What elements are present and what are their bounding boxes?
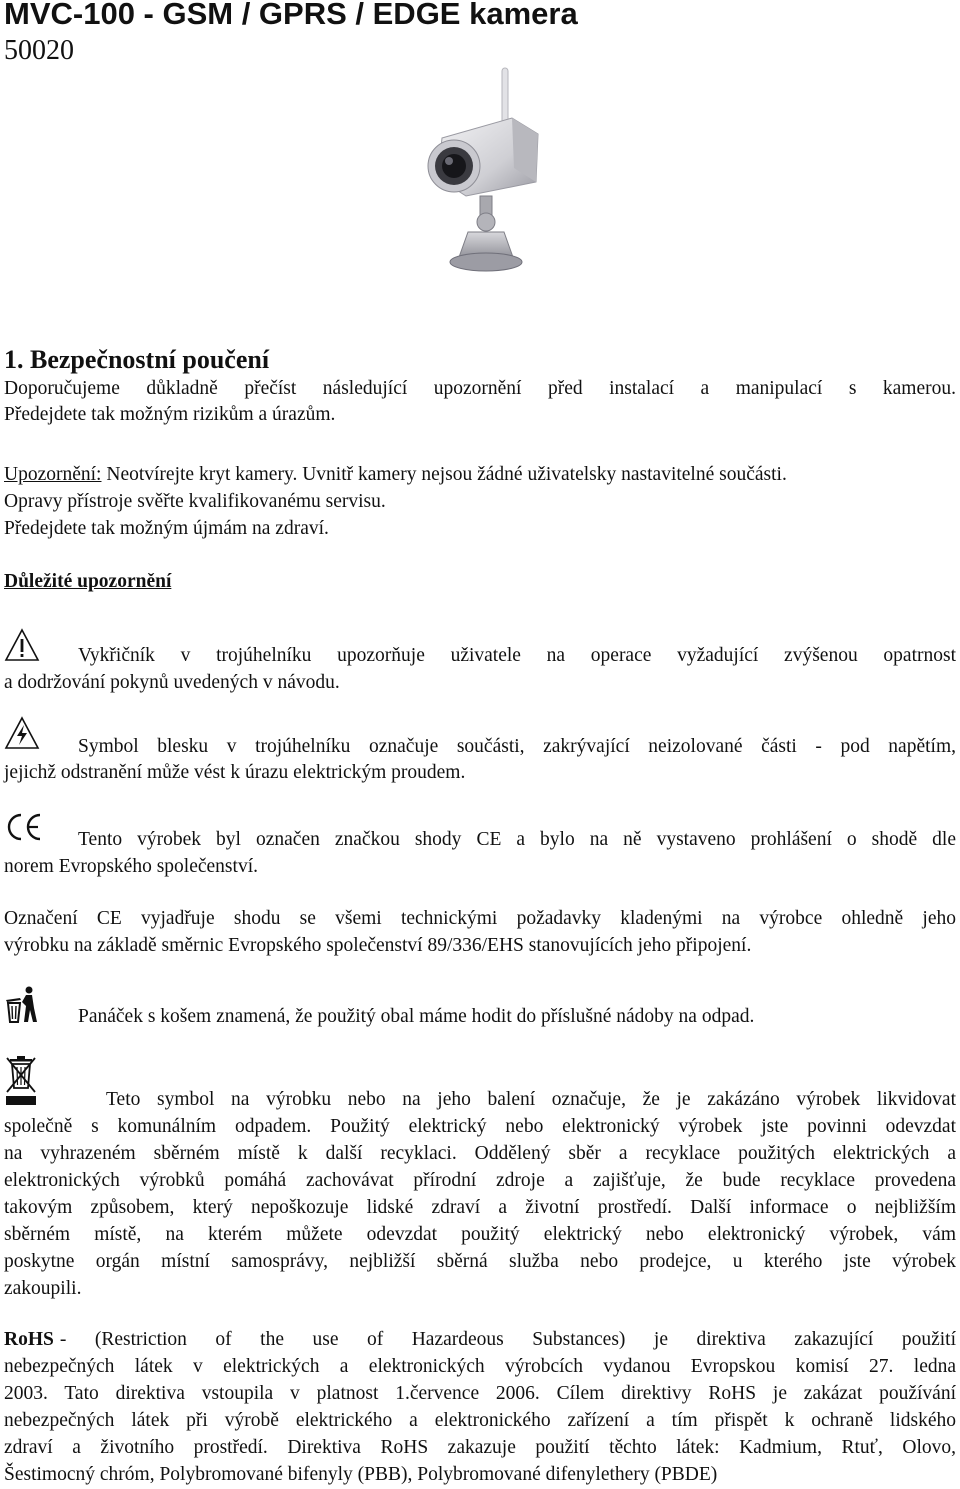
bin-person-text: Panáček s košem znamená, že použitý obal máme hodit do příslušné nádoby na odpad. — [78, 1006, 755, 1027]
product-code: 50020 — [4, 35, 74, 66]
crossed-bin-icon — [4, 1054, 38, 1110]
warning-line: Opravy přístroje svěřte kvalifikovanému servisu. — [4, 491, 386, 512]
weee-line: takovým způsobem, který nepoškozuje lidské zdraví a životní prostředí. Další informace o nejbližším — [4, 1197, 956, 1218]
ce-mark-icon — [4, 812, 44, 842]
warning-label: Upozornění: — [4, 464, 102, 485]
intro-line: Předejdete tak možným rizikům a úrazům. — [4, 404, 336, 425]
section-heading: 1. Bezpečnostní poučení — [4, 345, 270, 374]
weee-line: elektronických výrobků pomáhá zachovávat přírodní zdroje a zajišťuje, že bude recyklace provedena — [4, 1170, 956, 1191]
page-title: MVC-100 - GSM / GPRS / EDGE kamera — [4, 0, 578, 31]
camera-product-image — [416, 64, 544, 276]
lightning-line: Symbol blesku v trojúhelníku označuje součásti, zakrývající neizolované části - pod napětím, — [78, 736, 956, 757]
intro-line: Doporučujeme důkladně přečíst následující upozornění před instalací a manipulací s kamerou. — [4, 378, 956, 399]
ce-explain-line: Označení CE vyjadřuje shodu se všemi technickými požadavky kladenými na výrobce ohledně jeho — [4, 908, 956, 929]
exclamation-line: Vykřičník v trojúhelníku upozorňuje uživatele na operace vyžadující zvýšenou opatrnost — [78, 645, 956, 666]
weee-line: Teto symbol na výrobku nebo na jeho balení označuje, že je zakázáno výrobek likvidovat — [106, 1089, 956, 1110]
weee-line: společně s komunálním odpadem. Použitý elektrický nebo elektronický výrobek jste povinni odevzdat — [4, 1116, 956, 1137]
ce-line: Tento výrobek byl označen značkou shody CE a bylo na ně vystaveno prohlášení o shodě dle — [78, 829, 956, 850]
rohs-line: zdraví a životního prostředí. Direktiva RoHS zakazuje použití těchto látek: Kadmium, Rtuť, Olovo, — [4, 1437, 956, 1458]
weee-line: poskytne orgán místní samosprávy, nejbližší sběrná služba nebo prodejce, u kterého jste výrobek — [4, 1251, 956, 1272]
warning-text: Neotvírejte kryt kamery. Uvnitř kamery nejsou žádné uživatelsky nastavitelné součásti. — [106, 464, 787, 485]
rohs-line: nebezpečných látek při výrobě elektrického a elektronického zařízení a tím přispět k ochraně lidského — [4, 1410, 956, 1431]
exclamation-line: a dodržování pokynů uvedených v návodu. — [4, 672, 340, 693]
warning-line — [4, 462, 956, 489]
important-heading: Důležité upozornění — [4, 571, 172, 592]
rohs-line: 2003. Tato direktiva vstoupila v platnost 1.července 2006. Cílem direktivy RoHS je zakázat používání — [4, 1383, 956, 1404]
lightning-triangle-icon — [4, 716, 40, 750]
rohs-first-line — [4, 1327, 956, 1354]
rohs-line: nebezpečných látek v elektrických a elektronických výrobcích vydanou Evropskou komisí 27. ledna — [4, 1356, 956, 1377]
person-bin-icon — [4, 986, 38, 1026]
warning-line: Předejdete tak možným újmám na zdraví. — [4, 518, 329, 539]
weee-line: sběrném místě, na kterém můžete odevzdat použitý elektrický nebo elektronický výrobek, vám — [4, 1224, 956, 1245]
lightning-line: jejichž odstranění může vést k úrazu elektrickým proudem. — [4, 762, 466, 783]
weee-line: na vyhrazeném sběrném místě k další recyklaci. Oddělený sběr a recyklace použitých elektrických a — [4, 1143, 956, 1164]
ce-explain-line: výrobku na základě směrnic Evropského společenství 89/336/EHS stanovujících jeho připojení. — [4, 935, 752, 956]
exclamation-triangle-icon — [4, 628, 40, 662]
rohs-label: RoHS — [4, 1329, 54, 1350]
weee-line: zakoupili. — [4, 1278, 82, 1299]
ce-line: norem Evropského společenství. — [4, 856, 258, 877]
rohs-line: Šestimocný chróm, Polybromované bifenyly (PBB), Polybromované difenylethery (PBDE) — [4, 1464, 718, 1485]
rohs-text: - (Restriction of the use of Hazardeous Substances) je direktiva zakazující použití — [59, 1329, 956, 1350]
